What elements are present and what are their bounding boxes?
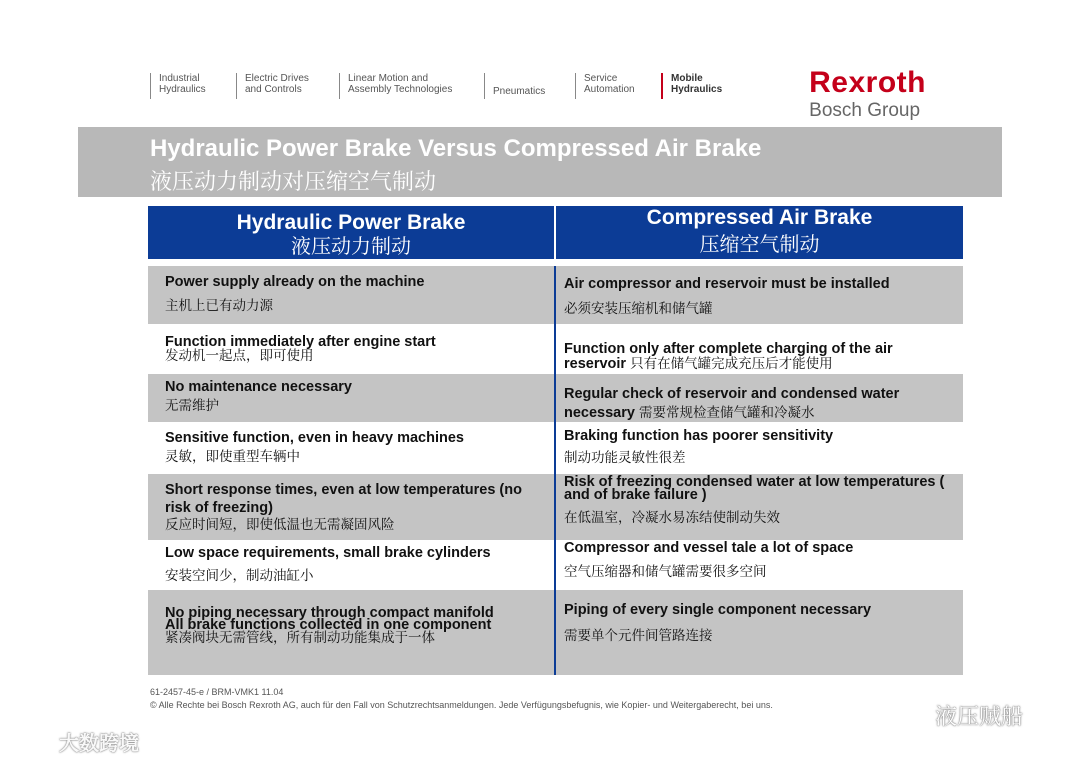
nav-item-linear-motion[interactable]: Linear Motion and Assembly Technologies — [339, 73, 452, 99]
cell-air: Risk of freezing condensed water at low temperatures ( and of brake failure ) 在低温室，冷凝水易冻结使制动失效 — [564, 474, 945, 526]
document-id: 61-2457-45-e / BRM-VMK1 11.04 — [150, 687, 284, 697]
nav-item-pneumatics[interactable]: Pneumatics — [484, 73, 545, 99]
cell-air: Compressor and vessel tale a lot of space 空气压缩器和储气罐需要很多空间 — [564, 540, 854, 580]
column-header-air — [556, 206, 963, 259]
page-title-zh: 液压动力制动对压缩空气制动 — [150, 170, 437, 195]
watermark-logo-icon — [10, 734, 52, 756]
rexroth-logo — [809, 68, 926, 122]
cell-air: Piping of every single component necessary 需要单个元件间管路连接 — [564, 602, 872, 644]
title-band — [78, 127, 1002, 197]
cell-hydraulic: No maintenance necessary 无需维护 — [165, 379, 352, 414]
column-header-air-en: Compressed Air Brake — [646, 206, 873, 229]
cell-air: Braking function has poorer sensitivity 制动功能灵敏性很差 — [564, 428, 834, 466]
watermark-left — [10, 727, 139, 756]
cell-air: Air compressor and reservoir must be installed 必须安装压缩机和储气罐 — [564, 276, 890, 317]
page-title: Hydraulic Power Brake Versus Compressed Air Brake — [150, 135, 762, 162]
cell-air: Function only after complete charging of the air reservoir 只有在储气罐完成充压后才能使用 — [564, 341, 893, 372]
wechat-icon — [890, 704, 928, 732]
copyright-notice: © Alle Rechte bei Bosch Rexroth AG, auch für den Fall von Schutzrechtsanmeldungen. Jede Verfügungsbefugnis, wie Kopier- und Weitergaberecht, bei uns. — [150, 700, 773, 710]
brand-group: Bosch Group — [809, 100, 921, 121]
watermark-right — [890, 700, 1023, 732]
brand-name: Rexroth — [809, 66, 926, 99]
cell-hydraulic: Function immediately after engine start 发动机一起点，即可使用 — [165, 334, 436, 364]
watermark-left-text: 大数跨境 — [58, 731, 139, 755]
nav-item-industrial-hydraulics[interactable]: Industrial Hydraulics — [150, 73, 206, 99]
column-header-hydraulic — [148, 206, 554, 259]
cell-hydraulic: Sensitive function, even in heavy machines 灵敏，即使重型车辆中 — [165, 430, 464, 465]
cell-hydraulic: No piping necessary through compact manifold All brake functions collected in one component 紧凑阀块无需管线，所有制动功能集成于一体 — [165, 605, 494, 646]
cell-hydraulic: Power supply already on the machine 主机上已有动力源 — [165, 274, 425, 314]
nav-item-mobile-hydraulics[interactable]: Mobile Hydraulics — [661, 73, 722, 99]
cell-hydraulic: Short response times, even at low temperatures (no risk of freezing) 反应时间短，即使低温也无需凝固风险 — [165, 482, 522, 533]
column-header-hydraulic-zh: 液压动力制动 — [291, 234, 411, 258]
cell-hydraulic: Low space requirements, small brake cylinders 安装空间少，制动油缸小 — [165, 545, 491, 584]
nav-item-electric-drives[interactable]: Electric Drives and Controls — [236, 73, 309, 99]
slide — [78, 40, 1002, 720]
watermark-right-text: 液压贼船 — [935, 705, 1024, 730]
cell-air: Regular check of reservoir and condensed water necessary 需要常规检查储气罐和冷凝水 — [564, 386, 900, 421]
column-header-air-zh: 压缩空气制动 — [699, 232, 820, 256]
column-divider — [554, 266, 556, 675]
nav-item-service-automation[interactable]: Service Automation — [575, 73, 635, 99]
column-header-hydraulic-en: Hydraulic Power Brake — [236, 211, 466, 234]
